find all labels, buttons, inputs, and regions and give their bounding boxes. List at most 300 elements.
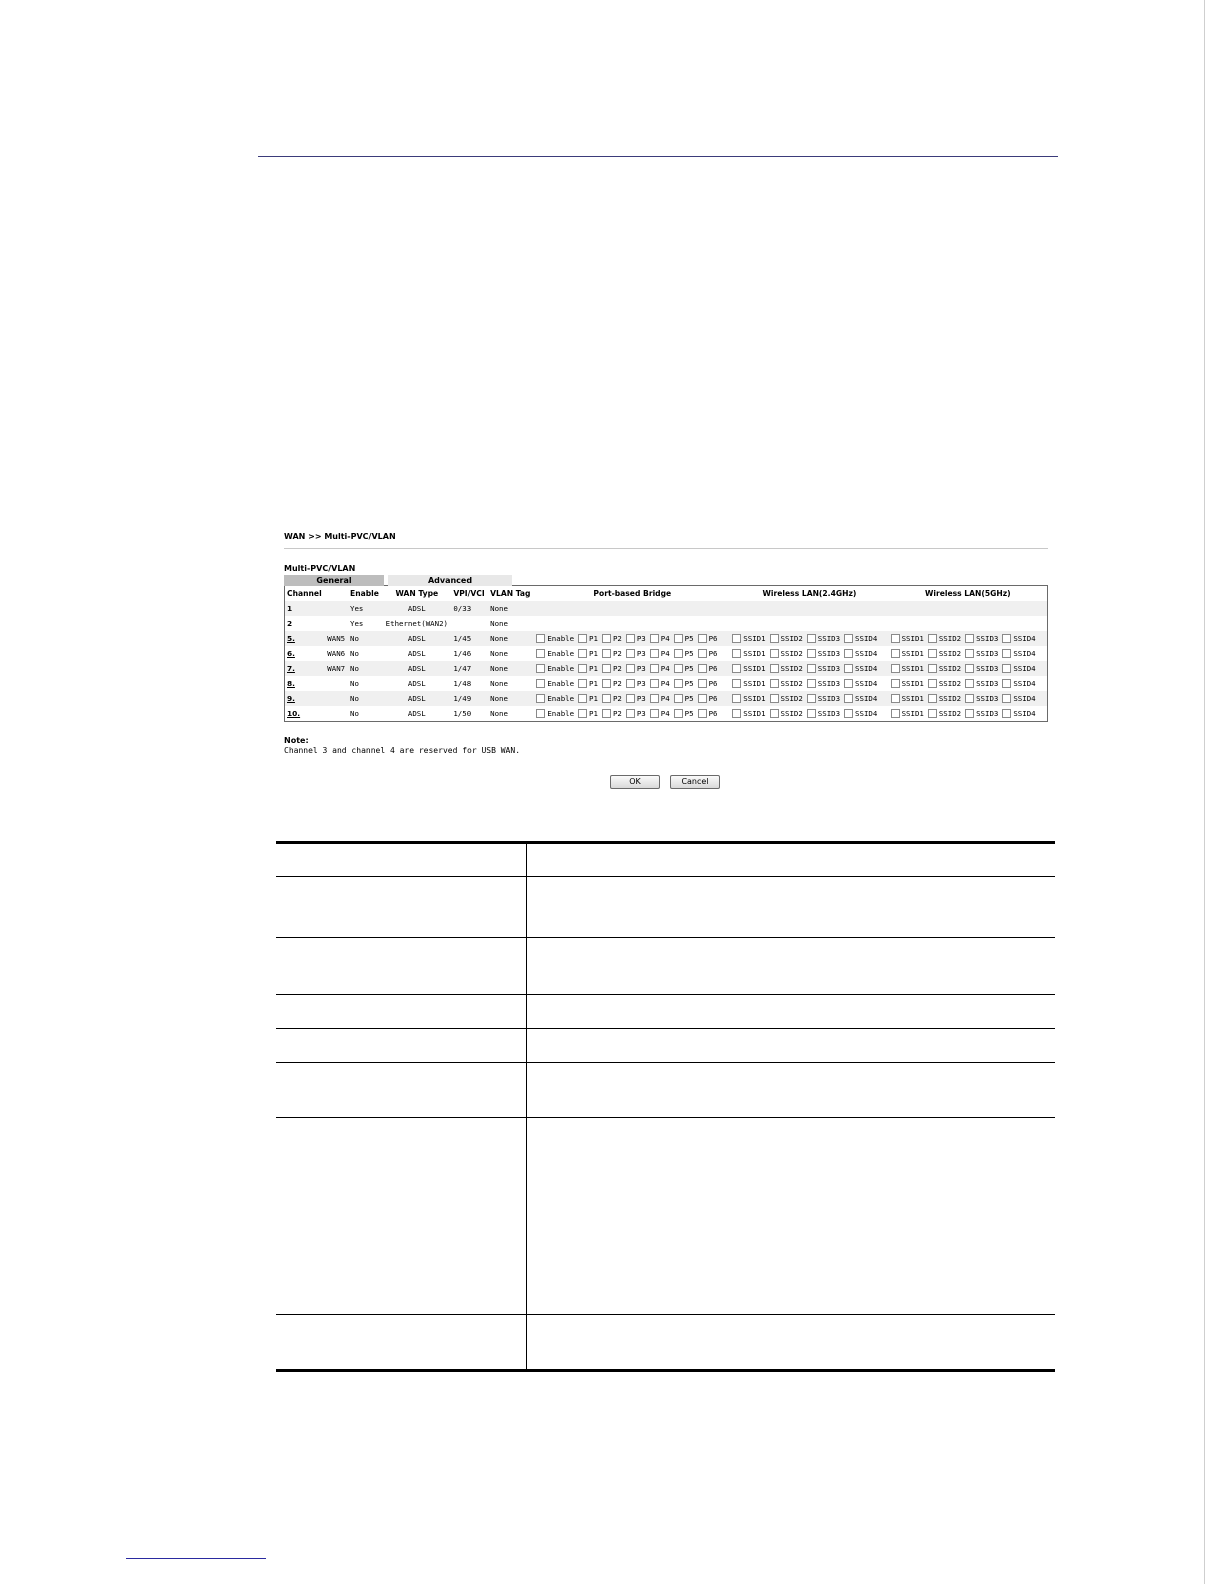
checkbox[interactable]	[626, 664, 635, 673]
checkbox[interactable]	[674, 664, 683, 673]
option-label: SSID2	[938, 694, 962, 703]
option-label: SSID2	[938, 649, 962, 658]
option-label: P2	[612, 679, 622, 688]
option-label: P5	[684, 634, 694, 643]
checkbox[interactable]	[732, 709, 741, 718]
checkbox[interactable]	[844, 649, 853, 658]
option-p3	[626, 649, 646, 658]
checkbox[interactable]	[602, 709, 611, 718]
option-ssid2	[928, 709, 961, 718]
option-label: P4	[660, 694, 670, 703]
option-label: SSID4	[1013, 634, 1036, 643]
table-row	[285, 661, 1048, 676]
option-label: P2	[612, 709, 622, 718]
option-enable	[536, 649, 574, 658]
checkbox[interactable]	[891, 634, 900, 643]
enable-cell: No	[350, 649, 359, 658]
breadcrumb-divider	[284, 548, 1048, 549]
checkbox[interactable]	[732, 649, 741, 658]
option-label: SSID1	[901, 634, 924, 643]
option-ssid4	[1002, 694, 1035, 703]
enable-cell: No	[350, 679, 359, 688]
table-row-rule	[276, 994, 1055, 995]
col-wan-type: WAN Type	[395, 589, 439, 598]
option-label: SSID4	[1013, 679, 1036, 688]
footer-rule	[126, 1558, 266, 1559]
checkbox[interactable]	[1002, 679, 1011, 688]
checkbox[interactable]	[928, 694, 937, 703]
option-p6	[698, 664, 718, 673]
checkbox[interactable]	[650, 709, 659, 718]
option-p3	[626, 634, 646, 643]
option-label: SSID3	[976, 649, 999, 658]
option-label: P6	[708, 634, 718, 643]
vlan-tag-cell: None	[488, 631, 534, 646]
tab-advanced[interactable]: Advanced	[388, 575, 512, 586]
option-label: SSID4	[855, 709, 878, 718]
checkbox[interactable]	[965, 694, 974, 703]
option-p2	[602, 694, 622, 703]
option-ssid4	[844, 679, 877, 688]
table-row-rule	[276, 1314, 1055, 1315]
option-p6	[698, 679, 718, 688]
option-ssid2	[770, 664, 803, 673]
option-label: P5	[684, 664, 694, 673]
option-ssid1	[732, 694, 765, 703]
checkbox[interactable]	[1002, 709, 1011, 718]
option-label: SSID1	[901, 679, 924, 688]
option-p1	[578, 709, 598, 718]
checkbox[interactable]	[891, 709, 900, 718]
checkbox[interactable]	[807, 664, 816, 673]
option-enable	[536, 694, 574, 703]
checkbox[interactable]	[770, 679, 779, 688]
checkbox[interactable]	[1002, 634, 1011, 643]
checkbox[interactable]	[578, 649, 587, 658]
checkbox[interactable]	[844, 694, 853, 703]
option-ssid1	[891, 649, 924, 658]
option-label: P6	[708, 664, 718, 673]
checkbox[interactable]	[928, 634, 937, 643]
option-enable	[536, 709, 574, 718]
checkbox[interactable]	[807, 679, 816, 688]
channel-cell: 2	[287, 619, 293, 628]
wan-type-cell: ADSL	[407, 679, 426, 688]
option-label: SSID3	[817, 649, 841, 658]
option-ssid4	[844, 664, 877, 673]
checkbox[interactable]	[578, 679, 587, 688]
wan-name-cell: WAN6	[327, 649, 346, 658]
checkbox[interactable]	[891, 679, 900, 688]
option-ssid1	[891, 664, 924, 673]
checkbox[interactable]	[650, 649, 659, 658]
option-label: P1	[589, 709, 598, 718]
bridge-options	[534, 676, 730, 691]
wlan5-options-group	[891, 634, 1045, 643]
checkbox[interactable]	[698, 709, 707, 718]
option-ssid3	[807, 694, 840, 703]
vpi-vci-cell: 1/45	[451, 631, 488, 646]
table-row	[285, 631, 1048, 646]
checkbox[interactable]	[928, 679, 937, 688]
option-label: SSID2	[938, 634, 962, 643]
table-row	[285, 706, 1048, 722]
option-label: P5	[684, 649, 694, 658]
option-label: SSID4	[855, 649, 878, 658]
wlan5-options	[889, 646, 1048, 661]
channel-cell: 1	[285, 601, 326, 616]
option-label: P5	[684, 709, 694, 718]
checkbox[interactable]	[1002, 694, 1011, 703]
channel-cell[interactable]: 8.	[287, 679, 295, 688]
option-label: SSID2	[780, 709, 803, 718]
enable-cell: No	[348, 661, 382, 676]
enable-cell: Yes	[348, 601, 382, 616]
checkbox[interactable]	[732, 634, 741, 643]
checkbox[interactable]	[626, 649, 635, 658]
channel-cell[interactable]: 7.	[285, 661, 326, 676]
option-label: Enable	[547, 649, 575, 658]
option-label: SSID2	[780, 664, 803, 673]
checkbox[interactable]	[602, 664, 611, 673]
checkbox[interactable]	[965, 709, 974, 718]
table-column-rule	[526, 841, 527, 1371]
option-label: SSID3	[976, 679, 999, 688]
table-header-row	[285, 586, 1048, 602]
table-bottom-rule	[276, 1369, 1055, 1372]
wlan24-options	[730, 616, 888, 631]
option-label: SSID2	[938, 679, 962, 688]
vpi-vci-cell	[451, 616, 488, 631]
option-label: P4	[660, 679, 670, 688]
vpi-vci-cell: 1/46	[453, 649, 472, 658]
option-label: Enable	[547, 709, 575, 718]
checkbox[interactable]	[578, 709, 587, 718]
option-label: SSID1	[743, 649, 766, 658]
wlan24-options	[730, 601, 888, 616]
checkbox[interactable]	[602, 694, 611, 703]
checkbox[interactable]	[928, 649, 937, 658]
table-row-rule	[276, 937, 1055, 938]
table-row-rule	[276, 1062, 1055, 1063]
vlan-tag-cell: None	[488, 661, 534, 676]
checkbox[interactable]	[770, 649, 779, 658]
option-ssid3	[807, 634, 840, 643]
option-label: SSID3	[976, 709, 999, 718]
checkbox[interactable]	[674, 694, 683, 703]
bridge-options-group	[536, 664, 728, 673]
checkbox[interactable]	[928, 664, 937, 673]
wlan5-options	[889, 661, 1048, 676]
checkbox[interactable]	[770, 634, 779, 643]
bridge-options	[534, 691, 730, 706]
checkbox[interactable]	[965, 664, 974, 673]
option-ssid4	[844, 694, 877, 703]
checkbox[interactable]	[602, 679, 611, 688]
checkbox[interactable]	[674, 709, 683, 718]
checkbox[interactable]	[965, 634, 974, 643]
option-label: P3	[636, 649, 646, 658]
vlan-tag-cell: None	[490, 679, 508, 688]
option-label: SSID4	[855, 664, 878, 673]
checkbox[interactable]	[807, 649, 816, 658]
table-row	[285, 616, 1048, 631]
option-ssid1	[891, 634, 924, 643]
option-label: SSID1	[901, 649, 924, 658]
option-label: SSID1	[901, 664, 924, 673]
option-ssid2	[770, 649, 803, 658]
option-label: P1	[589, 649, 598, 658]
checkbox[interactable]	[536, 694, 545, 703]
option-p5	[674, 664, 694, 673]
option-ssid4	[844, 709, 877, 718]
option-label: SSID1	[743, 634, 766, 643]
option-label: P3	[636, 694, 646, 703]
option-label: P6	[708, 679, 718, 688]
bridge-options-group	[536, 634, 728, 643]
checkbox[interactable]	[732, 679, 741, 688]
enable-cell: No	[348, 691, 382, 706]
option-ssid2	[928, 679, 961, 688]
option-p2	[602, 649, 622, 658]
button-row	[610, 775, 720, 789]
checkbox[interactable]	[844, 634, 853, 643]
checkbox[interactable]	[578, 694, 587, 703]
bridge-options	[534, 616, 730, 631]
option-label: P1	[589, 634, 598, 643]
wlan5-options	[889, 631, 1048, 646]
option-label: SSID3	[976, 664, 999, 673]
table-row-rule	[276, 1117, 1055, 1118]
option-label: SSID4	[1013, 709, 1036, 718]
wan-name-cell	[325, 691, 348, 706]
checkbox[interactable]	[536, 709, 545, 718]
col-wlan-5: Wireless LAN(5GHz)	[924, 589, 1011, 598]
option-label: SSID2	[780, 694, 803, 703]
cancel-button[interactable]: Cancel	[670, 775, 720, 789]
option-ssid2	[770, 679, 803, 688]
option-p2	[602, 709, 622, 718]
checkbox[interactable]	[626, 694, 635, 703]
option-label: SSID1	[743, 679, 766, 688]
checkbox[interactable]	[578, 634, 587, 643]
option-ssid2	[928, 649, 961, 658]
vpi-vci-cell: 1/50	[453, 709, 472, 718]
wlan5-options-group	[891, 679, 1045, 688]
breadcrumb: WAN >> Multi-PVC/VLAN	[284, 532, 396, 541]
checkbox[interactable]	[536, 634, 545, 643]
checkbox[interactable]	[732, 694, 741, 703]
option-p1	[578, 694, 598, 703]
option-label: SSID1	[743, 664, 766, 673]
page-edge	[1204, 0, 1205, 1584]
checkbox[interactable]	[650, 664, 659, 673]
option-label: P6	[708, 709, 718, 718]
option-label: P4	[660, 634, 670, 643]
bridge-options-group	[536, 649, 728, 658]
option-ssid3	[965, 634, 998, 643]
option-p6	[698, 649, 718, 658]
wan-type-cell: ADSL	[407, 649, 426, 658]
vlan-tag-cell: None	[490, 709, 508, 718]
checkbox[interactable]	[698, 664, 707, 673]
option-label: SSID1	[743, 709, 766, 718]
checkbox[interactable]	[891, 649, 900, 658]
option-label: SSID4	[1013, 664, 1036, 673]
option-p4	[650, 634, 670, 643]
vlan-tag-cell: None	[488, 691, 534, 706]
option-label: SSID3	[817, 694, 841, 703]
checkbox[interactable]	[674, 679, 683, 688]
table-row-rule	[276, 876, 1055, 877]
option-p3	[626, 679, 646, 688]
wlan24-options	[730, 661, 888, 676]
header-rule	[258, 156, 1058, 157]
wlan5-options-group	[891, 664, 1045, 673]
option-label: P2	[612, 664, 622, 673]
vpi-vci-cell: 1/47	[451, 661, 488, 676]
checkbox[interactable]	[602, 634, 611, 643]
checkbox[interactable]	[650, 694, 659, 703]
wlan5-options	[889, 601, 1048, 616]
checkbox[interactable]	[807, 694, 816, 703]
wlan5-options-group	[891, 709, 1045, 718]
checkbox[interactable]	[602, 649, 611, 658]
table-row-rule	[276, 1028, 1055, 1029]
checkbox[interactable]	[698, 634, 707, 643]
channel-cell[interactable]: 9.	[285, 691, 326, 706]
checkbox[interactable]	[626, 709, 635, 718]
wan-type-cell: ADSL	[382, 631, 451, 646]
option-ssid3	[965, 679, 998, 688]
wlan24-options	[730, 631, 888, 646]
option-ssid3	[807, 649, 840, 658]
checkbox[interactable]	[674, 634, 683, 643]
description-table	[276, 841, 1055, 1371]
checkbox[interactable]	[536, 664, 545, 673]
option-label: P1	[589, 664, 598, 673]
option-label: P4	[660, 649, 670, 658]
option-ssid1	[891, 709, 924, 718]
wlan5-options-group	[891, 649, 1045, 658]
checkbox[interactable]	[626, 679, 635, 688]
vlan-tag-cell: None	[488, 601, 534, 616]
checkbox[interactable]	[891, 664, 900, 673]
option-ssid4	[1002, 649, 1035, 658]
enable-cell: Yes	[350, 619, 364, 628]
wlan24-options	[730, 646, 888, 661]
option-label: P3	[636, 709, 646, 718]
section-title: Multi-PVC/VLAN	[284, 564, 356, 573]
option-ssid1	[891, 694, 924, 703]
option-label: P5	[684, 679, 694, 688]
option-label: P2	[612, 649, 622, 658]
option-ssid3	[965, 664, 998, 673]
channel-cell[interactable]: 10.	[287, 709, 301, 718]
checkbox[interactable]	[536, 679, 545, 688]
option-enable	[536, 634, 574, 643]
option-ssid3	[807, 664, 840, 673]
option-ssid4	[1002, 664, 1035, 673]
wlan5-options-group	[891, 694, 1045, 703]
option-p3	[626, 694, 646, 703]
option-p5	[674, 709, 694, 718]
table-row	[285, 676, 1048, 691]
checkbox[interactable]	[965, 649, 974, 658]
wan-type-cell: ADSL	[407, 709, 426, 718]
checkbox[interactable]	[650, 679, 659, 688]
ok-button[interactable]: OK	[610, 775, 660, 789]
option-p3	[626, 709, 646, 718]
checkbox[interactable]	[1002, 664, 1011, 673]
option-p4	[650, 649, 670, 658]
wlan5-options	[889, 616, 1048, 631]
tab-general[interactable]: General	[284, 575, 384, 586]
option-ssid1	[732, 679, 765, 688]
checkbox[interactable]	[650, 634, 659, 643]
checkbox[interactable]	[536, 649, 545, 658]
vpi-vci-cell: 0/33	[451, 601, 488, 616]
checkbox[interactable]	[674, 649, 683, 658]
option-ssid3	[965, 649, 998, 658]
option-p1	[578, 679, 598, 688]
wlan5-options	[889, 706, 1048, 722]
checkbox[interactable]	[965, 679, 974, 688]
checkbox[interactable]	[1002, 649, 1011, 658]
checkbox[interactable]	[770, 694, 779, 703]
checkbox[interactable]	[578, 664, 587, 673]
wan-type-cell: ADSL	[382, 691, 451, 706]
option-ssid2	[928, 694, 961, 703]
checkbox[interactable]	[844, 679, 853, 688]
option-ssid3	[965, 709, 998, 718]
option-label: P4	[660, 709, 670, 718]
checkbox[interactable]	[698, 649, 707, 658]
option-label: P3	[636, 679, 646, 688]
bridge-options-group	[536, 679, 728, 688]
option-label: SSID4	[1013, 649, 1036, 658]
option-p2	[602, 634, 622, 643]
checkbox[interactable]	[770, 664, 779, 673]
option-label: SSID4	[855, 634, 878, 643]
option-label: P4	[660, 664, 670, 673]
wlan5-options	[889, 691, 1048, 706]
checkbox[interactable]	[844, 664, 853, 673]
checkbox[interactable]	[770, 709, 779, 718]
checkbox[interactable]	[807, 634, 816, 643]
option-p1	[578, 664, 598, 673]
option-label: Enable	[547, 679, 575, 688]
channel-cell[interactable]: 6.	[287, 649, 295, 658]
checkbox[interactable]	[732, 664, 741, 673]
col-vpi-vci: VPI/VCI	[453, 589, 485, 598]
option-p3	[626, 664, 646, 673]
checkbox[interactable]	[928, 709, 937, 718]
option-label: P3	[636, 664, 646, 673]
checkbox[interactable]	[698, 679, 707, 688]
option-label: SSID2	[780, 634, 803, 643]
checkbox[interactable]	[698, 694, 707, 703]
checkbox[interactable]	[891, 694, 900, 703]
note-heading: Note:	[284, 736, 309, 745]
channel-cell[interactable]: 5.	[285, 631, 326, 646]
wan-name-cell	[325, 601, 348, 616]
checkbox[interactable]	[807, 709, 816, 718]
checkbox[interactable]	[844, 709, 853, 718]
table-row	[285, 646, 1048, 661]
bridge-options-group	[536, 694, 728, 703]
checkbox[interactable]	[626, 634, 635, 643]
